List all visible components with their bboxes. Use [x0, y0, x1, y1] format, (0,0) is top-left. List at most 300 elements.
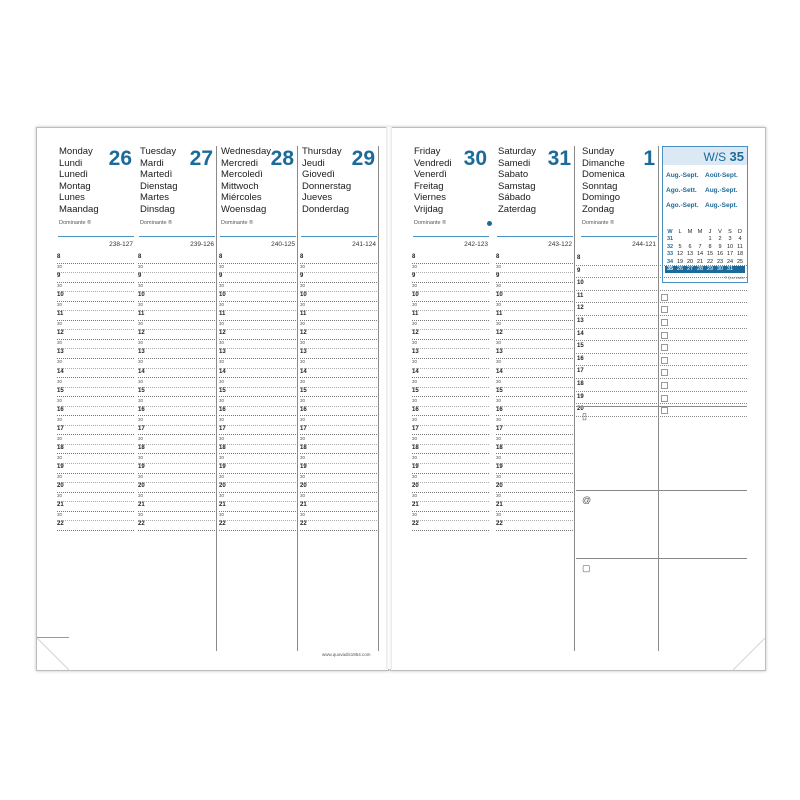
hour-label: 10: [300, 292, 307, 299]
hour-label: 14: [138, 368, 145, 375]
hour-label: 15: [496, 387, 503, 394]
half-hour-label: 30: [496, 283, 502, 289]
half-hour-label: 30: [300, 454, 306, 460]
hour-label: 20: [412, 483, 419, 490]
half-hour-label: 30: [300, 321, 306, 327]
half-hour-label: 30: [412, 397, 418, 403]
hour-row[interactable]: [411, 406, 491, 425]
day-names: [582, 146, 625, 216]
calendar-cell[interactable]: 24: [726, 258, 734, 265]
day-name: Sunday: [582, 146, 615, 157]
hour-label: 15: [412, 387, 419, 394]
hour-label: 22: [138, 521, 145, 528]
hour-row[interactable]: [137, 463, 217, 482]
calendar-cell[interactable]: 31: [726, 266, 734, 273]
month-range: Août-Sept.: [705, 172, 738, 179]
hour-label: 20: [577, 406, 584, 413]
hour-row[interactable]: [137, 482, 217, 501]
hour-label: 10: [57, 292, 64, 299]
hour-label: 22: [219, 521, 226, 528]
hour-row[interactable]: [495, 310, 575, 329]
calendar-cell[interactable]: 21: [696, 258, 704, 265]
half-hour-label: 30: [496, 435, 502, 441]
calendar-cell[interactable]: 16: [716, 251, 724, 258]
half-hour-label: 30: [300, 397, 306, 403]
sunday-hour-row[interactable]: [576, 392, 747, 405]
hour-row[interactable]: [495, 272, 575, 291]
half-hour-label: 30: [496, 474, 502, 480]
half-hour-label: 30: [219, 474, 225, 480]
hour-row[interactable]: [218, 406, 298, 425]
hour-row[interactable]: [495, 425, 575, 444]
day-name: Sábado: [498, 192, 531, 204]
half-hour-label: 30: [412, 321, 418, 327]
sunday-hour-row[interactable]: [576, 341, 747, 354]
calendar-cell[interactable]: 13: [686, 251, 694, 258]
calendar-cell[interactable]: 35: [666, 266, 674, 273]
half-hour-label: 30: [496, 397, 502, 403]
hour-row[interactable]: [56, 310, 136, 329]
calendar-cell[interactable]: 34: [666, 258, 674, 265]
hour-label: 19: [138, 464, 145, 471]
hour-row[interactable]: [218, 329, 298, 348]
hour-slots[interactable]: [299, 253, 379, 539]
day-count: 240-125: [271, 241, 295, 248]
sunday-hour-row[interactable]: [576, 366, 747, 379]
dominante-label: Dominante ®: [221, 220, 254, 226]
hour-row[interactable]: [137, 253, 217, 272]
hour-row[interactable]: [218, 501, 298, 520]
sunday-hour-row[interactable]: [576, 329, 747, 342]
hour-row[interactable]: [56, 501, 136, 520]
half-hour-label: 30: [219, 283, 225, 289]
day-name: Viernes: [414, 192, 447, 204]
day-number: 1: [643, 147, 655, 170]
hour-row[interactable]: [495, 291, 575, 310]
calendar-cell[interactable]: 29: [706, 266, 714, 273]
hour-row[interactable]: [299, 253, 379, 272]
hour-label: 20: [138, 483, 145, 490]
hour-row[interactable]: [56, 425, 136, 444]
day-name: Zondag: [582, 203, 615, 215]
hour-row[interactable]: [137, 310, 217, 329]
calendar-cell[interactable]: 8: [708, 243, 712, 250]
hour-row[interactable]: [299, 501, 379, 520]
half-hour-label: 30: [219, 416, 225, 422]
calendar-header-cell: M: [687, 228, 693, 235]
hour-row[interactable]: [495, 387, 575, 406]
half-hour-label: 30: [412, 264, 418, 269]
checkbox[interactable]: [661, 395, 668, 402]
hour-label: 8: [219, 254, 223, 260]
hour-row[interactable]: [218, 348, 298, 367]
checkbox[interactable]: [661, 319, 668, 326]
calendar-cell[interactable]: 17: [726, 251, 734, 258]
hour-slots[interactable]: [495, 253, 575, 539]
hour-row[interactable]: [299, 520, 379, 539]
hour-label: 8: [577, 255, 581, 261]
hour-row[interactable]: [495, 444, 575, 463]
hour-row[interactable]: [218, 310, 298, 329]
hour-row[interactable]: [411, 520, 491, 539]
sunday-hour-row[interactable]: [576, 291, 747, 304]
hour-slots[interactable]: [56, 253, 136, 539]
hour-label: 11: [57, 311, 64, 318]
hour-row[interactable]: [411, 310, 491, 329]
half-hour-label: 30: [412, 454, 418, 460]
hour-row[interactable]: [411, 444, 491, 463]
half-hour-label: 30: [57, 493, 63, 499]
hour-slots[interactable]: [137, 253, 217, 539]
calendar-cell[interactable]: 32: [666, 243, 674, 250]
half-hour-label: 30: [219, 302, 225, 308]
hour-row[interactable]: [299, 329, 379, 348]
day-number: 28: [270, 147, 294, 170]
hour-label: 16: [577, 355, 584, 362]
hour-row[interactable]: [56, 291, 136, 310]
hour-row[interactable]: [495, 406, 575, 425]
calendar-cell[interactable]: [735, 266, 745, 274]
calendar-cell[interactable]: 2: [718, 236, 722, 243]
hour-row[interactable]: [137, 291, 217, 310]
calendar-copyright: © Quo Vadis: [724, 276, 744, 280]
calendar-cell[interactable]: 22: [706, 258, 714, 265]
day-name: Jueves: [302, 192, 333, 204]
hour-line: [219, 520, 296, 531]
hour-row[interactable]: [411, 463, 491, 482]
hour-row[interactable]: [137, 272, 217, 291]
hour-row[interactable]: [137, 348, 217, 367]
month-range: Ago.-Sept.: [666, 202, 699, 209]
half-hour-label: 30: [57, 340, 63, 346]
hour-label: 9: [219, 273, 223, 280]
header-rule: [58, 236, 134, 237]
calendar-cell[interactable]: 31: [666, 236, 674, 243]
hour-row[interactable]: [299, 444, 379, 463]
hour-row[interactable]: [299, 463, 379, 482]
half-hour-label: 30: [138, 264, 144, 269]
day-name: Martes: [140, 192, 170, 204]
hour-row[interactable]: [56, 463, 136, 482]
half-hour-label: 30: [219, 397, 225, 403]
calendar-cell[interactable]: 12: [676, 251, 684, 258]
note-icon: ▢: [582, 563, 591, 573]
hour-label: 9: [138, 273, 142, 280]
hour-row[interactable]: [411, 348, 491, 367]
calendar-cell[interactable]: 18: [736, 251, 744, 258]
calendar-cell[interactable]: 3: [728, 236, 732, 243]
week-panel: [662, 146, 748, 283]
calendar-cell[interactable]: 1: [708, 236, 712, 243]
hour-row[interactable]: [495, 329, 575, 348]
calendar-cell[interactable]: [695, 236, 705, 244]
hour-label: 10: [138, 292, 145, 299]
hour-row[interactable]: [137, 387, 217, 406]
day-name: Samstag: [498, 180, 536, 192]
hour-label: 15: [577, 343, 584, 350]
hour-row[interactable]: [137, 368, 217, 387]
half-hour-label: 30: [300, 474, 306, 480]
dominante-label: Dominante ®: [140, 220, 173, 226]
hour-row[interactable]: [411, 368, 491, 387]
hour-row[interactable]: [56, 444, 136, 463]
hour-line: [57, 520, 134, 531]
hour-row[interactable]: [411, 482, 491, 501]
hour-label: 21: [300, 502, 307, 509]
hour-label: 10: [412, 292, 419, 299]
calendar-cell[interactable]: 4: [738, 236, 742, 243]
half-hour-label: 30: [138, 493, 144, 499]
sunday-hour-row[interactable]: [576, 379, 747, 392]
calendar-week-row: [665, 251, 745, 259]
checkbox[interactable]: [661, 357, 668, 364]
hour-label: 15: [219, 387, 226, 394]
hour-row[interactable]: [299, 272, 379, 291]
month-range: Aug.-Sept.: [666, 172, 699, 179]
calendar-header-cell: W: [667, 228, 673, 235]
header-rule: [413, 236, 489, 237]
hour-row[interactable]: [495, 253, 575, 272]
day-number: 29: [351, 147, 375, 170]
hour-row[interactable]: [495, 482, 575, 501]
calendar-cell[interactable]: 5: [678, 243, 682, 250]
hour-label: 16: [57, 406, 64, 413]
hour-row[interactable]: [218, 520, 298, 539]
hour-row[interactable]: [56, 253, 136, 272]
hour-label: 18: [412, 444, 419, 451]
hour-row[interactable]: [495, 501, 575, 520]
hour-row[interactable]: [218, 253, 298, 272]
hour-label: 19: [57, 464, 64, 471]
hour-row[interactable]: [299, 348, 379, 367]
hour-line: [138, 520, 215, 531]
hour-label: 12: [300, 330, 307, 337]
hour-row[interactable]: [218, 272, 298, 291]
hour-label: 18: [496, 444, 503, 451]
week-number: W/S 35: [703, 149, 744, 164]
half-hour-label: 30: [57, 435, 63, 441]
calendar-cell[interactable]: 20: [686, 258, 694, 265]
hour-slots[interactable]: [411, 253, 491, 539]
hour-label: 8: [57, 254, 61, 260]
hour-label: 13: [300, 349, 307, 356]
hour-label: 16: [138, 406, 145, 413]
half-hour-label: 30: [138, 302, 144, 308]
day-name: Giovedì: [302, 169, 335, 181]
hour-row[interactable]: [218, 463, 298, 482]
half-hour-label: 30: [219, 359, 225, 365]
hour-label: 19: [219, 464, 226, 471]
notes-phone-area[interactable]: [576, 406, 747, 495]
day-name: Sabato: [498, 169, 529, 181]
hour-row[interactable]: [299, 387, 379, 406]
dominante-label: Dominante ®: [414, 220, 447, 226]
hour-row[interactable]: [299, 291, 379, 310]
half-hour-label: 30: [138, 454, 144, 460]
day-names: [498, 146, 536, 216]
footer-url: www.quovadis1954.com: [322, 652, 371, 657]
hour-label: 17: [577, 368, 584, 375]
hour-row[interactable]: [411, 253, 491, 272]
notes-memo-area[interactable]: [576, 558, 747, 651]
hour-row[interactable]: [137, 520, 217, 539]
calendar-cell[interactable]: [685, 236, 695, 244]
calendar-cell[interactable]: 19: [676, 258, 684, 265]
hour-row[interactable]: [137, 444, 217, 463]
half-hour-label: 30: [496, 512, 502, 518]
hour-row[interactable]: [299, 406, 379, 425]
notes-email-area[interactable]: [576, 490, 747, 559]
checkbox[interactable]: [661, 369, 668, 376]
hour-row[interactable]: [56, 520, 136, 539]
hour-row[interactable]: [218, 444, 298, 463]
hour-row[interactable]: [495, 368, 575, 387]
half-hour-label: 30: [300, 283, 306, 289]
hour-label: 9: [412, 273, 416, 280]
day-name: Sonntag: [582, 180, 618, 192]
hour-label: 8: [300, 254, 304, 260]
hour-label: 12: [412, 330, 419, 337]
hour-row[interactable]: [56, 329, 136, 348]
hour-row[interactable]: [411, 272, 491, 291]
calendar-cell[interactable]: 25: [736, 258, 744, 265]
hour-row[interactable]: [56, 482, 136, 501]
hour-row[interactable]: [299, 425, 379, 444]
month-labels: [666, 172, 746, 217]
half-hour-label: 30: [496, 416, 502, 422]
hour-label: 18: [300, 444, 307, 451]
hour-slots[interactable]: [218, 253, 298, 539]
half-hour-label: 30: [412, 512, 418, 518]
hour-row[interactable]: [218, 368, 298, 387]
calendar-cell[interactable]: 11: [737, 243, 743, 250]
hour-row[interactable]: [411, 425, 491, 444]
day-name: Mittwoch: [221, 180, 259, 192]
day-name: Samedi: [498, 157, 531, 169]
hour-label: 10: [577, 280, 584, 287]
half-hour-label: 30: [219, 264, 225, 269]
hour-row[interactable]: [137, 501, 217, 520]
hour-label: 12: [57, 330, 64, 337]
hour-row[interactable]: [137, 406, 217, 425]
sunday-hour-row[interactable]: [576, 354, 747, 367]
calendar-cell[interactable]: 27: [686, 266, 694, 273]
day-name: Mercoledì: [221, 169, 263, 181]
checkbox[interactable]: [661, 332, 668, 339]
calendar-cell[interactable]: 33: [666, 251, 674, 258]
hour-row[interactable]: [411, 501, 491, 520]
hour-label: 14: [219, 368, 226, 375]
hour-label: 14: [496, 368, 503, 375]
sunday-hour-row[interactable]: [576, 316, 747, 329]
half-hour-label: 30: [300, 264, 306, 269]
hour-label: 10: [219, 292, 226, 299]
hour-row[interactable]: [218, 387, 298, 406]
hour-label: 17: [412, 425, 419, 432]
day-name: Thursday: [302, 146, 342, 157]
month-range: Aug.-Sept.: [705, 202, 738, 209]
calendar-header-cell: L: [678, 228, 682, 235]
calendar-cell[interactable]: 26: [676, 266, 684, 273]
calendar-cell[interactable]: 9: [718, 243, 722, 250]
hour-row[interactable]: [218, 425, 298, 444]
half-hour-label: 30: [300, 359, 306, 365]
hour-label: 19: [577, 393, 584, 400]
checkbox[interactable]: [661, 306, 668, 313]
half-hour-label: 30: [300, 493, 306, 499]
calendar-cell[interactable]: 15: [706, 251, 714, 258]
day-name: Mardi: [140, 157, 164, 169]
hour-row[interactable]: [495, 520, 575, 539]
sunday-hour-row[interactable]: [576, 303, 747, 316]
hour-row[interactable]: [218, 482, 298, 501]
hour-label: 15: [57, 387, 64, 394]
day-name: Domenica: [582, 169, 625, 181]
calendar-cell[interactable]: 10: [726, 243, 734, 250]
calendar-cell[interactable]: 14: [696, 251, 704, 258]
hour-row[interactable]: [411, 329, 491, 348]
hour-row[interactable]: [137, 425, 217, 444]
header-rule: [581, 236, 657, 237]
calendar-cell[interactable]: 6: [688, 243, 692, 250]
calendar-cell[interactable]: 23: [716, 258, 724, 265]
half-hour-label: 30: [219, 378, 225, 384]
calendar-cell[interactable]: [675, 236, 685, 244]
hour-line: [300, 520, 377, 531]
hour-row[interactable]: [56, 368, 136, 387]
hour-row[interactable]: [56, 406, 136, 425]
day-number: 30: [463, 147, 487, 170]
calendar-cell[interactable]: 7: [698, 243, 702, 250]
checkbox[interactable]: [661, 382, 668, 389]
calendar-week-row: [665, 236, 745, 244]
hour-row[interactable]: [137, 329, 217, 348]
calendar-header-cell: S: [728, 228, 732, 235]
calendar-cell[interactable]: 30: [716, 266, 724, 273]
half-hour-label: 30: [138, 283, 144, 289]
hour-label: 20: [219, 483, 226, 490]
hour-label: 13: [57, 349, 64, 356]
calendar-cell[interactable]: 28: [696, 266, 704, 273]
hour-row[interactable]: [495, 348, 575, 367]
half-hour-label: 30: [412, 283, 418, 289]
half-hour-label: 30: [57, 359, 63, 365]
hour-row[interactable]: [299, 482, 379, 501]
hour-row[interactable]: [411, 291, 491, 310]
hour-label: 19: [496, 464, 503, 471]
hour-row[interactable]: [411, 387, 491, 406]
hour-row[interactable]: [56, 272, 136, 291]
hour-row[interactable]: [218, 291, 298, 310]
hour-row[interactable]: [56, 348, 136, 367]
half-hour-label: 30: [57, 302, 63, 308]
hour-row[interactable]: [495, 463, 575, 482]
half-hour-label: 30: [219, 493, 225, 499]
hour-label: 21: [57, 502, 64, 509]
hour-row[interactable]: [299, 368, 379, 387]
half-hour-label: 30: [219, 512, 225, 518]
day-name: Lunedì: [59, 169, 89, 181]
calendar-week-row: [665, 258, 745, 266]
half-hour-label: 30: [496, 321, 502, 327]
hour-label: 8: [138, 254, 142, 260]
checkbox[interactable]: [661, 344, 668, 351]
hour-row[interactable]: [56, 387, 136, 406]
calendar-header-cell: M: [697, 228, 703, 235]
hour-label: 11: [219, 311, 226, 318]
checkbox[interactable]: [661, 294, 668, 301]
hour-row[interactable]: [299, 310, 379, 329]
